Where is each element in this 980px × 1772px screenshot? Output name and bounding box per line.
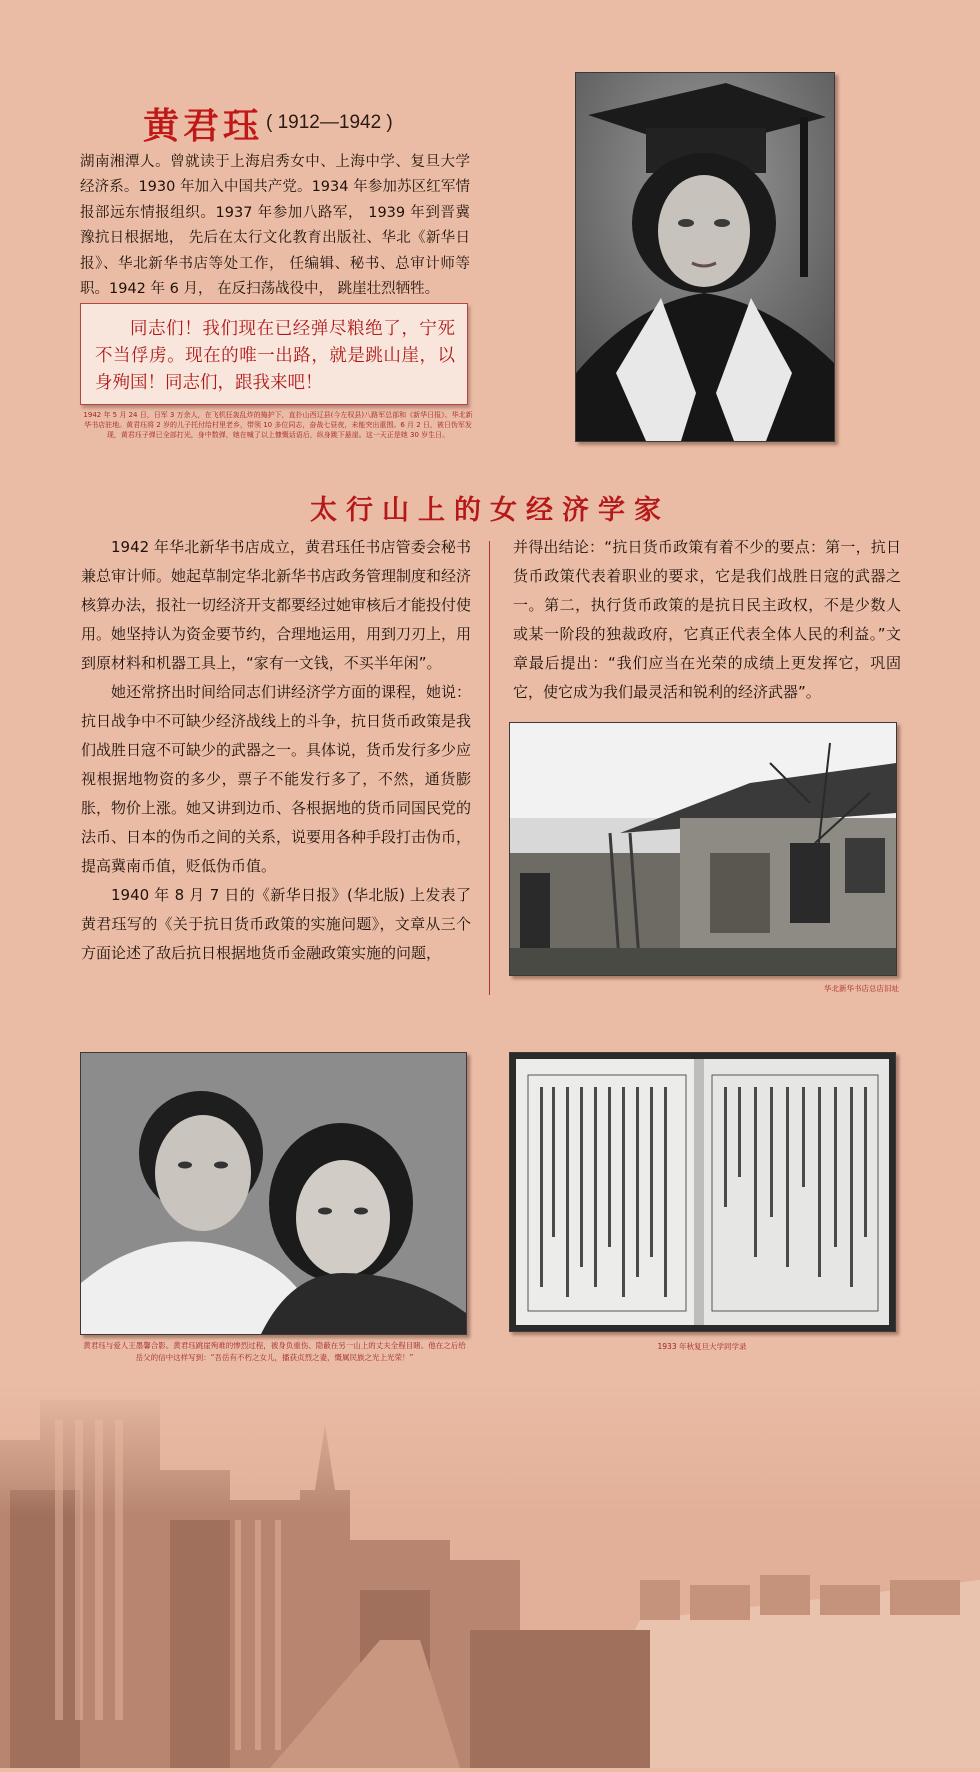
yearbook-image (510, 1053, 895, 1331)
person-years: ( 1912—1942 ) (266, 112, 393, 133)
article-paragraph: 她还常挤出时间给同志们讲经济学方面的课程，她说：抗日战争中不可缺少经济战线上的斗争，抗日货币政策是我们战胜日寇不可缺少的武器之一。具体说，货币发行多少应视根据地物资的多少，票子不能发行多了，不然，通货膨胀，物价上涨。她又讲到边币、各根据地的货币同国民党的法币、日本的伪币之间的关系，说要用各种手段打击伪币，提高冀南币值，贬低伪币值。 (81, 683, 472, 875)
bookstore-image (510, 723, 896, 975)
section-title: 太行山上的女经济学家 (310, 495, 670, 526)
quote-footnote: 1942 年 5 月 24 日，日军 3 万余人，在飞机狂轰乱炸的掩护下，直扑山西辽县(今左权县)八路军总部和《新华日报》、华北新华书店驻地。黄君珏将 2 岁的儿子托付给村里老乡，带领 10 多位同志，奋战七昼夜，未能突出重围。6 月 2 日，被日伪军发现，黄君珏子弹已全部打光，身中数弹，她在喊了以上慷慨话语后，纵身跳下悬崖。这一天正是她 30 岁生日。 (83, 411, 473, 439)
quote-text: 同志们！我们现在已经弹尽粮绝了，宁死不当俘虏。现在的唯一出路，就是跳山崖，以身殉国！同志们，跟我来吧！ (95, 319, 455, 393)
yearbook-roster-photo (509, 1052, 896, 1332)
couple-photo (80, 1052, 467, 1335)
article-paragraph: 1942 年华北新华书店成立，黄君珏任书店管委会秘书兼总审计师。她起草制定华北新华书店政务管理制度和经济核算办法，报社一切经济开支都要经过她审核后才能投付使用。她坚持认为资金要节约，合理地运用，用到刀刃上，用到原材料和机器工具上，“家有一文钱，不买半年闲”。 (81, 538, 472, 672)
portrait-image (576, 73, 834, 441)
cityscape-image (0, 1380, 980, 1768)
couple-image (81, 1053, 466, 1334)
quote-box (80, 303, 468, 405)
article-left-column (81, 533, 471, 968)
person-name: 黄君珏 (143, 105, 264, 147)
article-paragraph: 1940 年 8 月 7 日的《新华日报》(华北版) 上发表了黄君珏写的《关于抗日货币政策的实施问题》，文章从三个方面论述了敌后抗日根据地货币金融政策实施的问题， (81, 886, 471, 962)
yearbook-caption: 1933 年秋复旦大学同学录 (657, 1342, 747, 1351)
article-paragraph: 并得出结论：“抗日货币政策有着不少的要点：第一，抗日货币政策代表着职业的要求，它是我们战胜日寇的武器之一。第二，执行货币政策的是抗日民主政权，不是少数人或某一阶段的独裁政府，它真正代表全体人民的利益。”文章最后提出：“我们应当在光荣的成绩上更发挥它，巩固它，使它成为我们最灵活和锐利的经济武器”。 (513, 538, 901, 701)
graduation-portrait-photo (575, 72, 835, 442)
bookstore-caption: 华北新华书店总店旧址 (824, 984, 899, 993)
sepia-cityscape-background (0, 1380, 980, 1768)
column-divider (489, 541, 490, 995)
biography-text: 湖南湘潭人。曾就读于上海启秀女中、上海中学、复旦大学经济系。1930 年加入中国共产党。1934 年参加苏区红军情报部远东情报组织。1937 年参加八路军， 1939 年到晋冀豫抗日根据地， 先后在太行文化教育出版社、华北《新华日报》、华北新华书店等处工作， 任编辑、秘书、总审计师等职。1942 年 6 月， 在反扫荡战役中， 跳崖壮烈牺牲。 (80, 154, 470, 298)
bookstore-site-photo (509, 722, 897, 976)
article-right-column (513, 533, 901, 707)
couple-caption: 黄君珏与爱人王墨馨合影。黄君珏跳崖殉难的惨烈过程，被身负重伤、隐蔽在另一山上的丈夫全程目睹。他在之后给岳父的信中这样写到：“吾岳有不朽之女儿，播获贞烈之妻，慨属民族之光上光荣！” (83, 1341, 466, 1362)
